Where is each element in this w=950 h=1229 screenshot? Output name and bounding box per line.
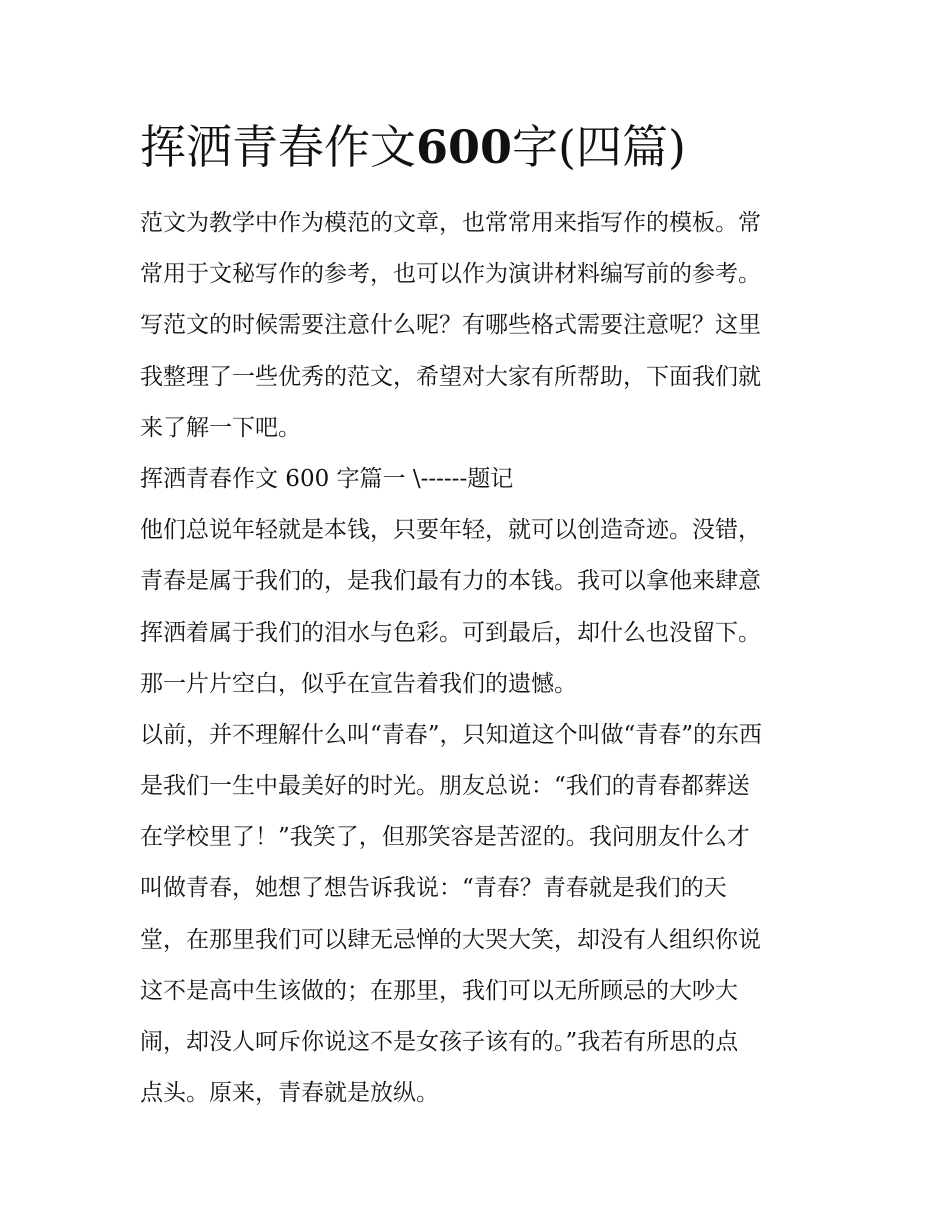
body-line: 我整理了一些优秀的范文，希望对大家有所帮助，下面我们就	[140, 363, 761, 390]
body-line: 这不是高中生该做的；在那里，我们可以无所顾忌的大吵大	[140, 977, 738, 1004]
document-body	[140, 198, 820, 1119]
body-line: 常用于文秘写作的参考，也可以作为演讲材料编写前的参考。	[140, 261, 761, 288]
body-line: 那一片片空白，似乎在宣告着我们的遗憾。	[140, 670, 577, 697]
body-line: 是我们一生中最美好的时光。朋友总说：“我们的青春都葬送	[140, 773, 750, 800]
section-heading: 挥洒青春作文 600 字篇一 \------题记	[140, 465, 514, 492]
body-line: 范文为教学中作为模范的文章，也常常用来指写作的模板。常	[140, 210, 761, 236]
body-line: 点头。原来，青春就是放纵。	[140, 1080, 439, 1107]
body-line: 来了解一下吧。	[140, 414, 301, 441]
body-line: 他们总说年轻就是本钱，只要年轻，就可以创造奇迹。没错，	[140, 517, 761, 544]
title-text-pre: 挥洒青春作文	[140, 120, 416, 174]
body-line: 写范文的时候需要注意什么呢？有哪些格式需要注意呢？这里	[140, 312, 761, 339]
body-line: 闹，却没人呵斥你说这不是女孩子该有的。”我若有所思的点	[140, 1029, 739, 1055]
body-line: 青春是属于我们的，是我们最有力的本钱。我可以拿他来肆意	[140, 568, 761, 595]
body-line: 挥洒着属于我们的泪水与色彩。可到最后，却什么也没留下。	[140, 619, 761, 646]
document-title	[140, 112, 840, 182]
body-line: 叫做青春，她想了想告诉我说：“青春？青春就是我们的天	[140, 875, 727, 902]
body-line: 以前，并不理解什么叫“青春”，只知道这个叫做“青春”的东西	[140, 721, 763, 748]
title-number: 600	[416, 120, 513, 174]
body-line: 在学校里了！”我笑了，但那笑容是苦涩的。我问朋友什么才	[140, 824, 750, 851]
body-line: 堂，在那里我们可以肆无忌惮的大哭大笑，却没有人组织你说	[140, 926, 761, 953]
title-text-post: 字(四篇)	[512, 120, 686, 174]
